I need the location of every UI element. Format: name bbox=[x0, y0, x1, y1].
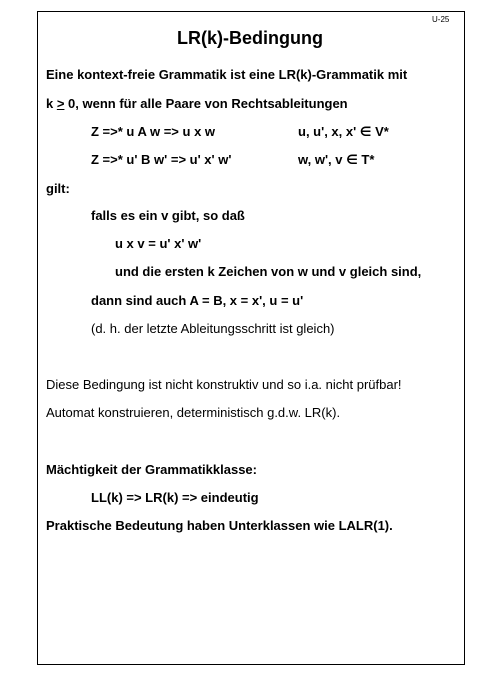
automat-line: Automat konstruieren, deterministisch g.d.w. LR(k). bbox=[46, 405, 341, 420]
geq-symbol: > bbox=[56, 96, 65, 111]
praktisch-line: Praktische Bedeutung haben Unterklassen wie LALR(1). bbox=[46, 518, 393, 533]
diese-line: Diese Bedingung ist nicht konstruktiv und so i.a. nicht prüfbar! bbox=[46, 377, 402, 392]
page-number: U-25 bbox=[432, 15, 450, 24]
derivation-2-right: w, w', v ∈ T* bbox=[298, 152, 375, 167]
und-line: und die ersten k Zeichen von w und v gleich sind, bbox=[115, 264, 422, 279]
llk-line: LL(k) => LR(k) => eindeutig bbox=[91, 490, 259, 505]
slide-title: LR(k)-Bedingung bbox=[177, 28, 323, 48]
derivation-2-left: Z =>* u' B w' => u' x' w' bbox=[91, 152, 232, 167]
intro-line-1: Eine kontext-freie Grammatik ist eine LR(k)-Grammatik mit bbox=[46, 67, 408, 82]
uxv-equation: u x v = u' x' w' bbox=[115, 236, 202, 251]
falls-line: falls es ein v gibt, so daß bbox=[91, 208, 245, 223]
intro-line-2 bbox=[46, 96, 348, 112]
maechtigkeit-heading: Mächtigkeit der Grammatikklasse: bbox=[46, 462, 257, 477]
derivation-1-right: u, u', x, x' ∈ V* bbox=[298, 124, 389, 139]
intro-line-2-rest: 0, wenn für alle Paare von Rechtsableitungen bbox=[64, 96, 348, 111]
dann-line: dann sind auch A = B, x = x', u = u' bbox=[91, 293, 304, 308]
derivation-1-left: Z =>* u A w => u x w bbox=[91, 124, 216, 139]
dh-note: (d. h. der letzte Ableitungsschritt ist gleich) bbox=[91, 321, 335, 336]
k-symbol: k bbox=[46, 96, 57, 111]
gilt-label: gilt: bbox=[46, 181, 70, 196]
